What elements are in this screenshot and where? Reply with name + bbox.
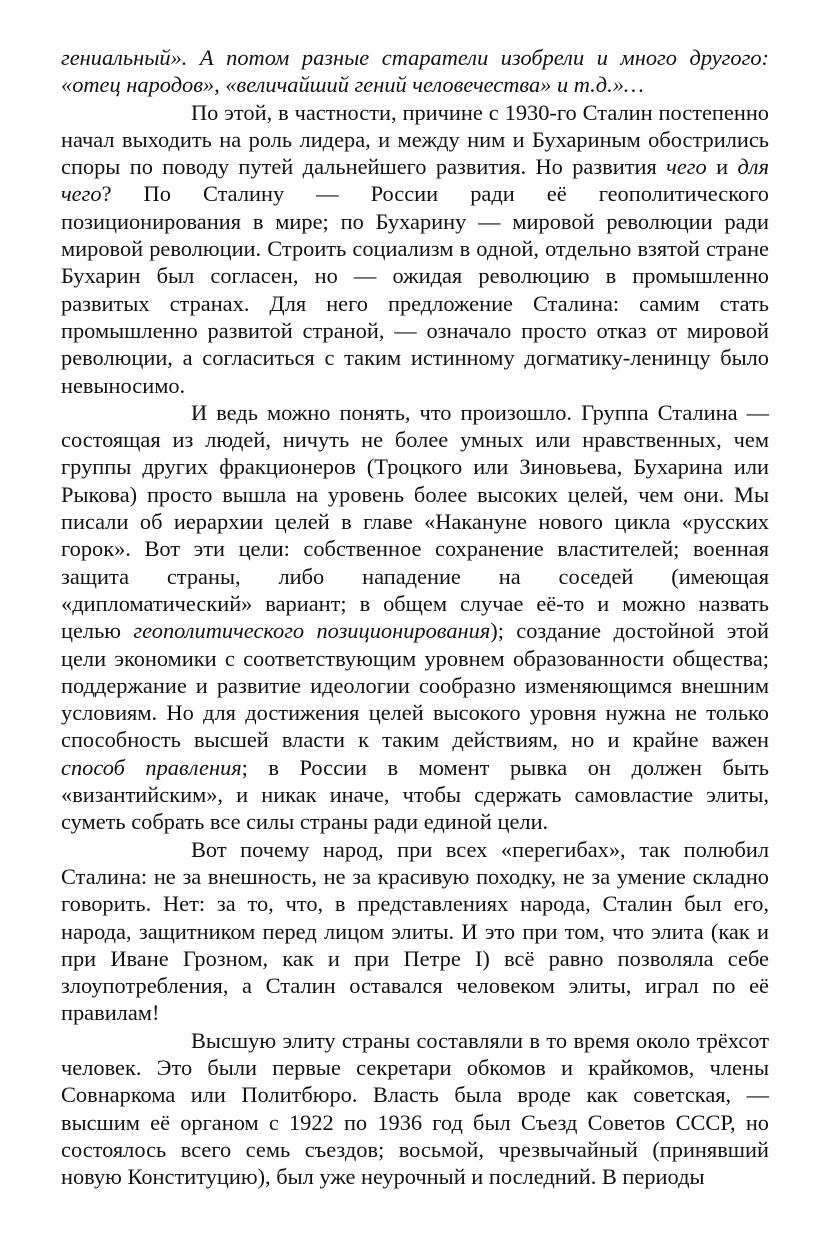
text-segment: ); создание достойной этой цели экономики с соответствующим уровнем образованности общества; поддержание и развитие идеологии сообразно изменяющимся внешним условиям. Но для достижения целей высокого уровня нужна не только способность высшей власти к таким действиям, но и крайне важен [61,618,769,753]
document-page [61,44,769,1190]
italic-segment: чего [666,154,707,180]
italic-segment: геополитического позиционирования [133,618,491,644]
text-segment: И ведь можно понять, что произошло. Группа Сталина — состоящая из людей, ничуть не более умных или нравственных, чем группы других фракционеров (Троцкого или Зиновьева, Бухарина или Рыкова) просто вышла на уровень более высоких целей, чем они. Мы писали об иерархии целей в главе «Накануне нового цикла «русских горок». Вот эти цели: собственное сохранение властителей; военная защита страны, либо нападение на соседей (имеющая «дипломатический» вариант; в общем случае её-то и можно назвать целью [61,399,769,644]
paragraph-stalin-bukharin [61,99,769,399]
italic-segment: для чего [61,154,769,207]
text-segment: ; в России в момент рывка он должен быть «византийским», и никак иначе, чтобы сдержать самовластие элиты, суметь собрать все силы страны ради единой цели. [61,754,769,835]
paragraph-higher-elite [61,1027,769,1191]
text-segment: и [706,154,738,180]
text-segment: ? По Сталину — России ради её геополитического позиционирования в мире; по Бухарину — мировой революции ради мировой революции. Строить социализм в одной, отдельно взятой стране Бухарин был согласен, но — ожидая революцию в промышленно развитых странах. Для него предложение Сталина: самим стать промышленно развитой страной, — означало просто отказ от мировой революции, а согласиться с таким истинному догматику-ленинцу было невыносимо. [61,181,769,398]
text-segment: Высшую элиту страны составляли в то время около трёхсот человек. Это были первые секретари обкомов и крайкомов, члены Совнаркома или Политбюро. Власть была вроде как советская, — высшим её органом с 1922 по 1936 год был Съезд Советов СССР, но состоялось всего семь съездов; восьмой, чрезвычайный (принявший новую Конституцию), был уже неурочный и последний. В периоды [61,1027,769,1190]
text-segment: гениальный». А потом разные старатели изобрели и много другого: «отец народов», «величайший гений человечества» и т.д.»… [61,45,769,98]
text-segment: Вот почему народ, при всех «перегибах», так полюбил Сталина: не за внешность, не за красивую походку, не за умение складно говорить. Нет: за то, что, в представлениях народа, Сталин был его, народа, защитником перед лицом элиты. И это при том, что элита (как и при Иване Грозном, как и при Петре I) всё равно позволяла себе злоупотребления, а Сталин оставался человеком элиты, играл по её правилам! [61,836,769,1026]
paragraph-people-loved-stalin [61,836,769,1027]
text-segment: По этой, в частности, причине с 1930-го Сталин постепенно начал выходить на роль лидера, и между ним и Бухариным обострились споры по поводу путей дальнейшего развития. Но развития [61,99,769,180]
paragraph-stalin-group [61,399,769,836]
italic-segment: способ правления [61,754,242,780]
paragraph-quote-continuation [61,44,769,99]
